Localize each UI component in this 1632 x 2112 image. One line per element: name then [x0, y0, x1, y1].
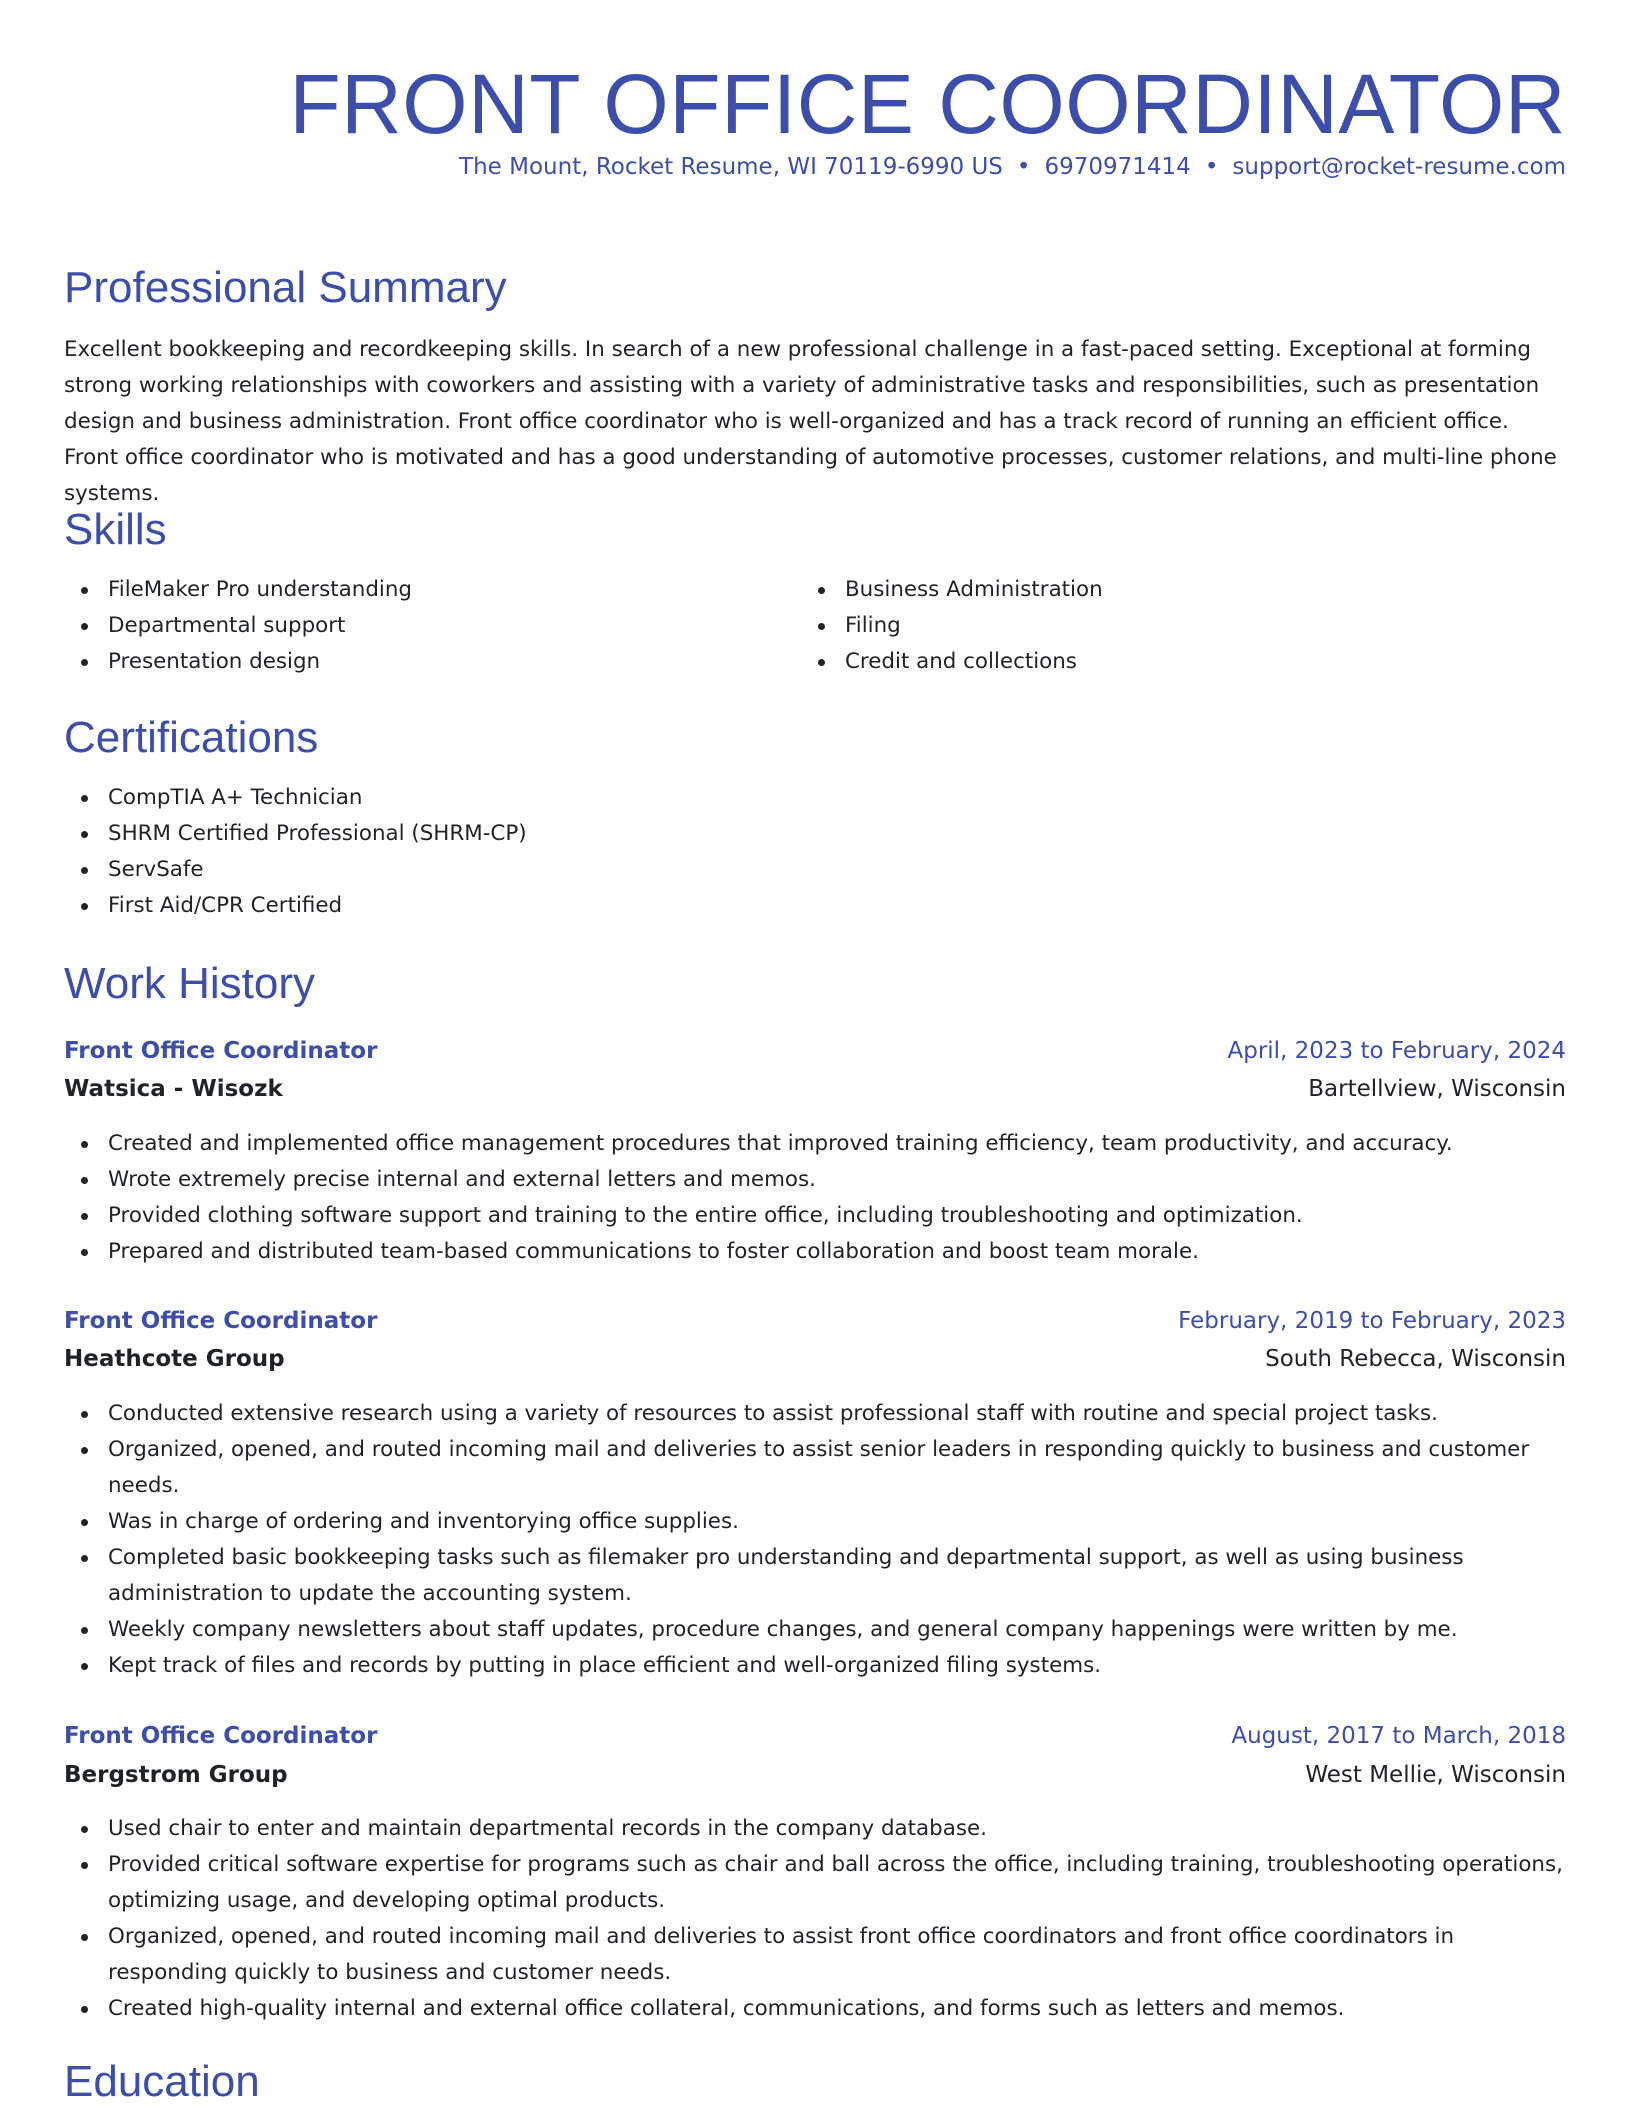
job-company: Heathcote Group [64, 1346, 285, 1372]
job-title: Front Office Coordinator [64, 1723, 378, 1749]
contact-separator: • [1016, 154, 1031, 180]
certification-item: CompTIA A+ Technician [64, 780, 1566, 816]
job-bullet: Created and implemented office management procedures that improved training efficiency, team productivity, and accuracy. [64, 1126, 1566, 1162]
contact-line [459, 152, 1566, 182]
job-title: Front Office Coordinator [64, 1038, 378, 1064]
certification-item: SHRM Certified Professional (SHRM-CP) [64, 816, 1566, 852]
skill-item: Business Administration [801, 572, 1521, 608]
job-bullet: Used chair to enter and maintain departmental records in the company database. [64, 1811, 1566, 1847]
work-history-heading: Work History [64, 959, 315, 1008]
job-company: Bergstrom Group [64, 1762, 288, 1788]
summary-heading: Professional Summary [64, 263, 507, 312]
job-bullet: Was in charge of ordering and inventorying office supplies. [64, 1504, 1566, 1540]
job-bullet: Prepared and distributed team-based communications to foster collaboration and boost team morale. [64, 1234, 1566, 1270]
job-bullet: Provided clothing software support and training to the entire office, including troubleshooting and optimization. [64, 1198, 1566, 1234]
job-bullet: Kept track of files and records by putting in place efficient and well-organized filing systems. [64, 1648, 1566, 1684]
certification-item: ServSafe [64, 852, 1566, 888]
job-bullet: Created high-quality internal and external office collateral, communications, and forms such as letters and memos. [64, 1991, 1566, 2027]
job-dates: February, 2019 to February, 2023 [1178, 1308, 1566, 1334]
skill-item: Departmental support [64, 608, 784, 644]
job-bullet: Wrote extremely precise internal and external letters and memos. [64, 1162, 1566, 1198]
skills-list-left [64, 572, 784, 680]
certification-item: First Aid/CPR Certified [64, 888, 1566, 924]
skill-item: Credit and collections [801, 644, 1521, 680]
skills-heading: Skills [64, 505, 167, 554]
phone-text: 6970971414 [1044, 154, 1191, 180]
job-bullet: Organized, opened, and routed incoming mail and deliveries to assist senior leaders in responding quickly to business and customer needs. [64, 1432, 1566, 1504]
job-bullets [64, 1811, 1566, 2027]
job-bullet: Organized, opened, and routed incoming mail and deliveries to assist front office coordinators and front office coordinators in responding quickly to business and customer needs. [64, 1919, 1566, 1991]
certifications-heading: Certifications [64, 713, 319, 762]
skill-item: FileMaker Pro understanding [64, 572, 784, 608]
job-bullet: Completed basic bookkeeping tasks such as filemaker pro understanding and departmental support, as well as using business administration to update the accounting system. [64, 1540, 1566, 1612]
skill-item: Filing [801, 608, 1521, 644]
address-text: The Mount, Rocket Resume, WI 70119-6990 US [459, 154, 1003, 180]
job-bullets [64, 1396, 1566, 1684]
job-location: Bartellview, Wisconsin [1308, 1076, 1566, 1102]
job-company: Watsica - Wisozk [64, 1076, 283, 1102]
email-link[interactable]: support@rocket-resume.com [1232, 154, 1566, 180]
contact-separator: • [1204, 154, 1219, 180]
job-bullet: Weekly company newsletters about staff updates, procedure changes, and general company happenings were written by me. [64, 1612, 1566, 1648]
certifications-list [64, 780, 1566, 924]
job-title: Front Office Coordinator [64, 1308, 378, 1334]
job-location: West Mellie, Wisconsin [1305, 1762, 1566, 1788]
job-bullet: Provided critical software expertise for programs such as chair and ball across the office, including training, troubleshooting operations, optimizing usage, and developing optimal products. [64, 1847, 1566, 1919]
candidate-name: FRONT OFFICE COORDINATOR [289, 57, 1566, 151]
education-heading: Education [64, 2057, 260, 2106]
job-location: South Rebecca, Wisconsin [1265, 1346, 1566, 1372]
skills-list-right [801, 572, 1521, 680]
job-dates: April, 2023 to February, 2024 [1227, 1038, 1566, 1064]
job-bullet: Conducted extensive research using a variety of resources to assist professional staff with routine and special project tasks. [64, 1396, 1566, 1432]
job-bullets [64, 1126, 1566, 1270]
skill-item: Presentation design [64, 644, 784, 680]
resume-page [64, 0, 1566, 2106]
summary-text: Excellent bookkeeping and recordkeeping skills. In search of a new professional challenge in a fast-paced setting. Exceptional at forming strong working relationships with coworkers and assisting with a variety of administrative tasks and responsibilities, such as presentation design and business administration. Front office coordinator who is well-organized and has a track record of running an efficient office. Front office coordinator who is motivated and has a good understanding of automotive processes, customer relations, and multi-line phone systems. [64, 337, 1557, 506]
job-dates: August, 2017 to March, 2018 [1231, 1723, 1566, 1749]
